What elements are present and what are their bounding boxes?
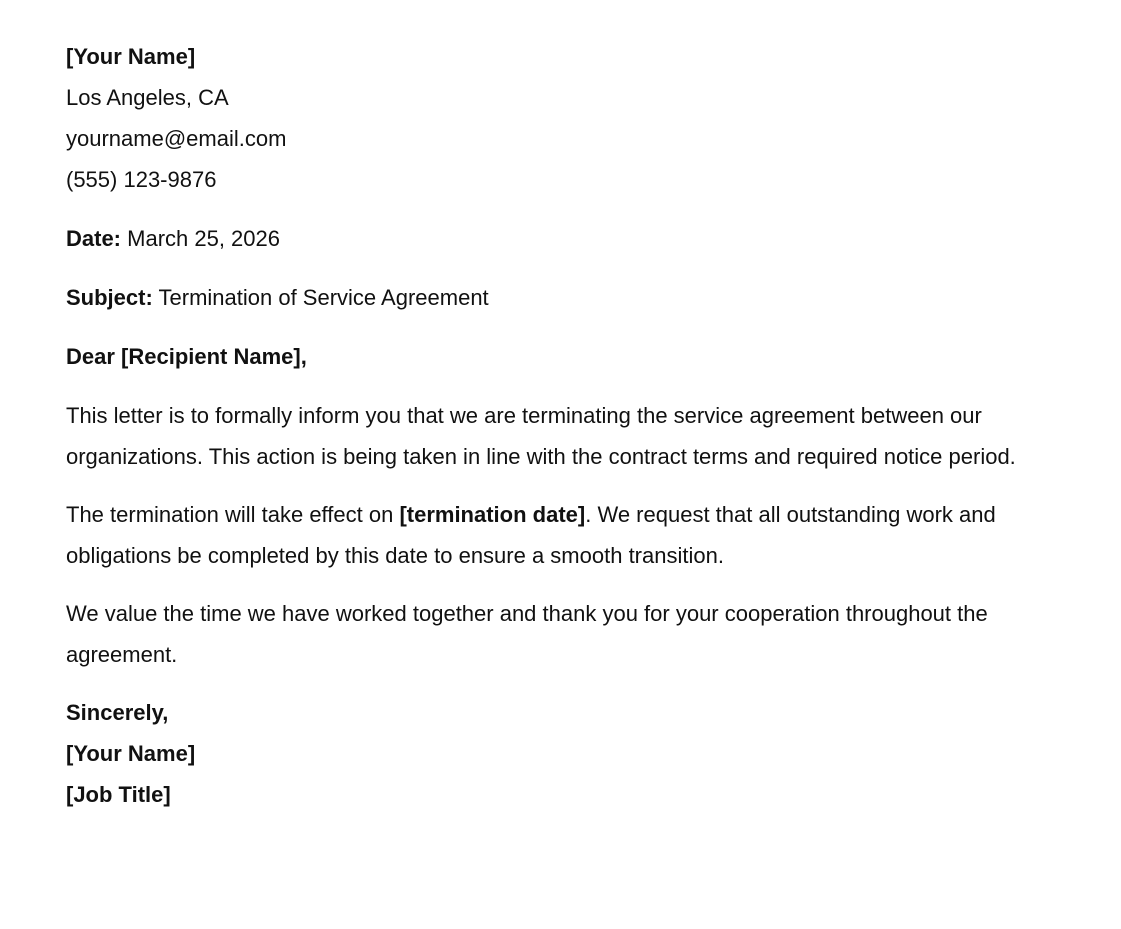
salutation: Dear [Recipient Name], <box>66 344 307 369</box>
letter-body <box>66 36 1058 815</box>
termination-date-placeholder: [termination date] <box>399 502 586 527</box>
closing-valediction: Sincerely, <box>66 700 169 725</box>
body-paragraph-3: We value the time we have worked together and thank you for your cooperation throughout the agreement. <box>66 601 988 667</box>
sender-location: Los Angeles, CA <box>66 85 229 110</box>
paragraph-2-text-before: The termination will take effect on <box>66 502 400 527</box>
body-paragraph-2 <box>66 494 1058 576</box>
subject-value: Termination of Service Agreement <box>152 285 489 310</box>
paragraph-2-text-after: . We request that all outstanding work and obligations be completed by this date to ensure a smooth transition. <box>66 502 996 568</box>
sender-email: yourname@email.com <box>66 126 287 151</box>
subject-label: Subject: <box>66 285 153 310</box>
date-label: Date: <box>66 226 122 251</box>
closing-name: [Your Name] <box>66 741 196 766</box>
closing-block <box>66 692 1058 815</box>
sender-name: [Your Name] <box>66 44 196 69</box>
date-value: March 25, 2026 <box>121 226 280 251</box>
sender-address-block <box>66 36 1058 200</box>
date-line <box>66 218 1058 259</box>
sender-phone: (555) 123-9876 <box>66 167 217 192</box>
subject-line <box>66 277 1058 318</box>
body-paragraph-1: This letter is to formally inform you that we are terminating the service agreement between our organizations. This action is being taken in line with the contract terms and required notice period. <box>66 403 1016 469</box>
closing-job-title: [Job Title] <box>66 782 171 807</box>
